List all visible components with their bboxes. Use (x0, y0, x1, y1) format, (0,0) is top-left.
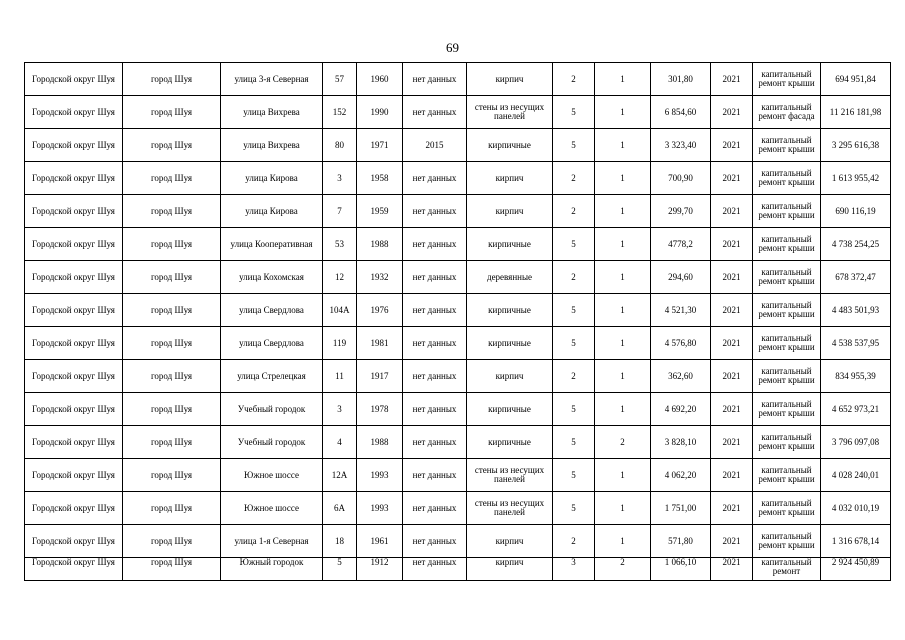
cell-cost: 4 483 501,93 (821, 294, 891, 327)
cell-floors: 2 (553, 360, 595, 393)
cell-house-number: 12 (323, 261, 357, 294)
cell-work-type: капитальный ремонт крыши (753, 129, 821, 162)
cell-work-type: капитальный ремонт фасада (753, 96, 821, 129)
table-row (25, 393, 891, 426)
cell-street: улица Стрелецкая (221, 360, 323, 393)
table-row (25, 492, 891, 525)
cell-house-number: 119 (323, 327, 357, 360)
cell-wall-material: кирпичные (467, 426, 553, 459)
cell-planned-year: 2021 (711, 63, 753, 96)
cell-settlement: город Шуя (123, 228, 221, 261)
cell-work-type: капитальный ремонт крыши (753, 63, 821, 96)
cell-house-number: 12А (323, 459, 357, 492)
table-row (25, 327, 891, 360)
cell-settlement: город Шуя (123, 294, 221, 327)
cell-build-year: 1981 (357, 327, 403, 360)
cell-cost: 3 796 097,08 (821, 426, 891, 459)
cell-build-year: 1960 (357, 63, 403, 96)
cell-house-number: 3 (323, 393, 357, 426)
table-row (25, 228, 891, 261)
cell-cost: 4 538 537,95 (821, 327, 891, 360)
cell-settlement: город Шуя (123, 558, 221, 581)
cell-planned-year: 2021 (711, 162, 753, 195)
cell-municipality: Городской округ Шуя (25, 63, 123, 96)
cell-cost: 11 216 181,98 (821, 96, 891, 129)
cell-municipality: Городской округ Шуя (25, 492, 123, 525)
cell-work-type: капитальный ремонт крыши (753, 360, 821, 393)
cell-build-year: 1978 (357, 393, 403, 426)
table-row (25, 261, 891, 294)
cell-build-year: 1932 (357, 261, 403, 294)
cell-entrances: 1 (595, 162, 651, 195)
cell-house-number: 4 (323, 426, 357, 459)
cell-settlement: город Шуя (123, 426, 221, 459)
cell-settlement: город Шуя (123, 360, 221, 393)
cell-floors: 2 (553, 195, 595, 228)
cell-planned-year: 2021 (711, 195, 753, 228)
cell-municipality: Городской округ Шуя (25, 459, 123, 492)
cell-house-number: 104А (323, 294, 357, 327)
cell-settlement: город Шуя (123, 327, 221, 360)
cell-work-type: капитальный ремонт крыши (753, 162, 821, 195)
cell-planned-year: 2021 (711, 261, 753, 294)
cell-entrances: 1 (595, 96, 651, 129)
cell-overhaul-year: 2015 (403, 129, 467, 162)
cell-settlement: город Шуя (123, 525, 221, 558)
cell-settlement: город Шуя (123, 129, 221, 162)
cell-floors: 2 (553, 261, 595, 294)
cell-build-year: 1959 (357, 195, 403, 228)
cell-area: 700,90 (651, 162, 711, 195)
cell-area: 299,70 (651, 195, 711, 228)
cell-house-number: 57 (323, 63, 357, 96)
cell-wall-material: кирпич (467, 360, 553, 393)
cell-build-year: 1990 (357, 96, 403, 129)
cell-planned-year: 2021 (711, 360, 753, 393)
cell-overhaul-year: нет данных (403, 261, 467, 294)
cell-build-year: 1917 (357, 360, 403, 393)
cell-house-number: 5 (323, 558, 357, 581)
cell-planned-year: 2021 (711, 393, 753, 426)
cell-work-type: капитальный ремонт крыши (753, 426, 821, 459)
cell-overhaul-year: нет данных (403, 558, 467, 581)
cell-work-type: капитальный ремонт крыши (753, 459, 821, 492)
cell-area: 4778,2 (651, 228, 711, 261)
cell-entrances: 1 (595, 294, 651, 327)
cell-cost: 690 116,19 (821, 195, 891, 228)
cell-house-number: 152 (323, 96, 357, 129)
cell-area: 294,60 (651, 261, 711, 294)
cell-house-number: 53 (323, 228, 357, 261)
cell-overhaul-year: нет данных (403, 228, 467, 261)
cell-overhaul-year: нет данных (403, 162, 467, 195)
cell-wall-material: кирпичные (467, 393, 553, 426)
cell-wall-material: стены из несущих панелей (467, 492, 553, 525)
cell-build-year: 1961 (357, 525, 403, 558)
cell-floors: 5 (553, 492, 595, 525)
cell-overhaul-year: нет данных (403, 492, 467, 525)
cell-work-type: капитальный ремонт крыши (753, 393, 821, 426)
cell-entrances: 1 (595, 525, 651, 558)
table-row (25, 162, 891, 195)
cell-work-type: капитальный ремонт крыши (753, 327, 821, 360)
cell-work-type: капитальный ремонт (753, 558, 821, 581)
cell-cost: 1 316 678,14 (821, 525, 891, 558)
cell-work-type: капитальный ремонт крыши (753, 261, 821, 294)
cell-cost: 4 028 240,01 (821, 459, 891, 492)
cell-settlement: город Шуя (123, 63, 221, 96)
cell-settlement: город Шуя (123, 162, 221, 195)
cell-entrances: 1 (595, 195, 651, 228)
cell-planned-year: 2021 (711, 96, 753, 129)
cell-street: улица Свердлова (221, 294, 323, 327)
cell-wall-material: кирпич (467, 195, 553, 228)
cell-municipality: Городской округ Шуя (25, 327, 123, 360)
cell-area: 3 323,40 (651, 129, 711, 162)
cell-street: Учебный городок (221, 426, 323, 459)
cell-build-year: 1976 (357, 294, 403, 327)
cell-street: улица 3-я Северная (221, 63, 323, 96)
cell-area: 301,80 (651, 63, 711, 96)
cell-wall-material: кирпич (467, 558, 553, 581)
cell-wall-material: стены из несущих панелей (467, 96, 553, 129)
table-row (25, 294, 891, 327)
cell-cost: 694 951,84 (821, 63, 891, 96)
cell-build-year: 1993 (357, 459, 403, 492)
cell-entrances: 1 (595, 459, 651, 492)
cell-municipality: Городской округ Шуя (25, 558, 123, 581)
cell-entrances: 1 (595, 393, 651, 426)
cell-area: 571,80 (651, 525, 711, 558)
cell-municipality: Городской округ Шуя (25, 96, 123, 129)
cell-overhaul-year: нет данных (403, 63, 467, 96)
cell-overhaul-year: нет данных (403, 360, 467, 393)
cell-street: улица Кооперативная (221, 228, 323, 261)
cell-wall-material: кирпич (467, 63, 553, 96)
cell-floors: 3 (553, 558, 595, 581)
cell-street: улица Кирова (221, 162, 323, 195)
cell-street: Южное шоссе (221, 492, 323, 525)
cell-work-type: капитальный ремонт крыши (753, 492, 821, 525)
cell-planned-year: 2021 (711, 459, 753, 492)
cell-cost: 3 295 616,38 (821, 129, 891, 162)
cell-wall-material: кирпичные (467, 228, 553, 261)
cell-street: улица Свердлова (221, 327, 323, 360)
cell-street: улица Кирова (221, 195, 323, 228)
table-row (25, 426, 891, 459)
cell-build-year: 1958 (357, 162, 403, 195)
cell-floors: 5 (553, 393, 595, 426)
cell-planned-year: 2021 (711, 327, 753, 360)
cell-entrances: 1 (595, 360, 651, 393)
cell-floors: 5 (553, 426, 595, 459)
cell-house-number: 7 (323, 195, 357, 228)
cell-municipality: Городской округ Шуя (25, 294, 123, 327)
cell-floors: 5 (553, 129, 595, 162)
cell-work-type: капитальный ремонт крыши (753, 294, 821, 327)
cell-overhaul-year: нет данных (403, 327, 467, 360)
cell-settlement: город Шуя (123, 492, 221, 525)
cell-cost: 4 652 973,21 (821, 393, 891, 426)
cell-area: 4 576,80 (651, 327, 711, 360)
cell-overhaul-year: нет данных (403, 195, 467, 228)
cell-wall-material: кирпичные (467, 129, 553, 162)
cell-wall-material: стены из несущих панелей (467, 459, 553, 492)
cell-street: Южный городок (221, 558, 323, 581)
cell-house-number: 6А (323, 492, 357, 525)
cell-planned-year: 2021 (711, 294, 753, 327)
cell-municipality: Городской округ Шуя (25, 261, 123, 294)
cell-wall-material: кирпичные (467, 294, 553, 327)
cell-cost: 4 032 010,19 (821, 492, 891, 525)
cell-planned-year: 2021 (711, 558, 753, 581)
cell-work-type: капитальный ремонт крыши (753, 195, 821, 228)
cell-street: улица 1-я Северная (221, 525, 323, 558)
cell-floors: 5 (553, 459, 595, 492)
cell-municipality: Городской округ Шуя (25, 162, 123, 195)
table-row (25, 63, 891, 96)
cell-settlement: город Шуя (123, 393, 221, 426)
cell-cost: 834 955,39 (821, 360, 891, 393)
cell-overhaul-year: нет данных (403, 426, 467, 459)
cell-build-year: 1912 (357, 558, 403, 581)
table-row (25, 360, 891, 393)
cell-municipality: Городской округ Шуя (25, 195, 123, 228)
cell-planned-year: 2021 (711, 492, 753, 525)
cell-area: 4 692,20 (651, 393, 711, 426)
cell-build-year: 1988 (357, 426, 403, 459)
table-row (25, 525, 891, 558)
cell-settlement: город Шуя (123, 459, 221, 492)
cell-entrances: 1 (595, 261, 651, 294)
table-row (25, 195, 891, 228)
cell-street: Учебный городок (221, 393, 323, 426)
cell-settlement: город Шуя (123, 195, 221, 228)
cell-municipality: Городской округ Шуя (25, 228, 123, 261)
cell-street: улица Кохомская (221, 261, 323, 294)
cell-planned-year: 2021 (711, 129, 753, 162)
cell-overhaul-year: нет данных (403, 96, 467, 129)
cell-cost: 678 372,47 (821, 261, 891, 294)
cell-overhaul-year: нет данных (403, 525, 467, 558)
cell-overhaul-year: нет данных (403, 393, 467, 426)
cell-area: 6 854,60 (651, 96, 711, 129)
table-row (25, 96, 891, 129)
cell-work-type: капитальный ремонт крыши (753, 525, 821, 558)
cell-floors: 2 (553, 63, 595, 96)
page-number: 69 (446, 40, 459, 55)
cell-municipality: Городской округ Шуя (25, 129, 123, 162)
cell-house-number: 11 (323, 360, 357, 393)
cell-build-year: 1993 (357, 492, 403, 525)
cell-cost: 2 924 450,89 (821, 558, 891, 581)
cell-wall-material: кирпич (467, 525, 553, 558)
cell-planned-year: 2021 (711, 525, 753, 558)
cell-wall-material: кирпич (467, 162, 553, 195)
cell-build-year: 1988 (357, 228, 403, 261)
cell-wall-material: кирпичные (467, 327, 553, 360)
cell-street: Южное шоссе (221, 459, 323, 492)
cell-floors: 2 (553, 525, 595, 558)
cell-overhaul-year: нет данных (403, 294, 467, 327)
cell-area: 1 066,10 (651, 558, 711, 581)
table-row (25, 558, 891, 581)
cell-house-number: 3 (323, 162, 357, 195)
cell-house-number: 18 (323, 525, 357, 558)
cell-planned-year: 2021 (711, 228, 753, 261)
cell-floors: 2 (553, 162, 595, 195)
cell-floors: 5 (553, 96, 595, 129)
cell-planned-year: 2021 (711, 426, 753, 459)
cell-entrances: 1 (595, 63, 651, 96)
cell-floors: 5 (553, 228, 595, 261)
cell-municipality: Городской округ Шуя (25, 525, 123, 558)
cell-cost: 4 738 254,25 (821, 228, 891, 261)
cell-build-year: 1971 (357, 129, 403, 162)
cell-floors: 5 (553, 327, 595, 360)
cell-cost: 1 613 955,42 (821, 162, 891, 195)
table-row (25, 129, 891, 162)
cell-municipality: Городской округ Шуя (25, 426, 123, 459)
cell-overhaul-year: нет данных (403, 459, 467, 492)
housing-registry-table (24, 62, 891, 581)
cell-entrances: 1 (595, 129, 651, 162)
cell-area: 3 828,10 (651, 426, 711, 459)
cell-floors: 5 (553, 294, 595, 327)
cell-settlement: город Шуя (123, 96, 221, 129)
cell-wall-material: деревянные (467, 261, 553, 294)
cell-area: 4 062,20 (651, 459, 711, 492)
cell-house-number: 80 (323, 129, 357, 162)
cell-work-type: капитальный ремонт крыши (753, 228, 821, 261)
cell-settlement: город Шуя (123, 261, 221, 294)
cell-municipality: Городской округ Шуя (25, 360, 123, 393)
cell-entrances: 2 (595, 426, 651, 459)
cell-entrances: 1 (595, 228, 651, 261)
cell-entrances: 1 (595, 327, 651, 360)
cell-entrances: 1 (595, 492, 651, 525)
cell-street: улица Вихрева (221, 129, 323, 162)
cell-area: 362,60 (651, 360, 711, 393)
cell-entrances: 2 (595, 558, 651, 581)
cell-street: улица Вихрева (221, 96, 323, 129)
cell-area: 1 751,00 (651, 492, 711, 525)
table-row (25, 459, 891, 492)
cell-area: 4 521,30 (651, 294, 711, 327)
cell-municipality: Городской округ Шуя (25, 393, 123, 426)
